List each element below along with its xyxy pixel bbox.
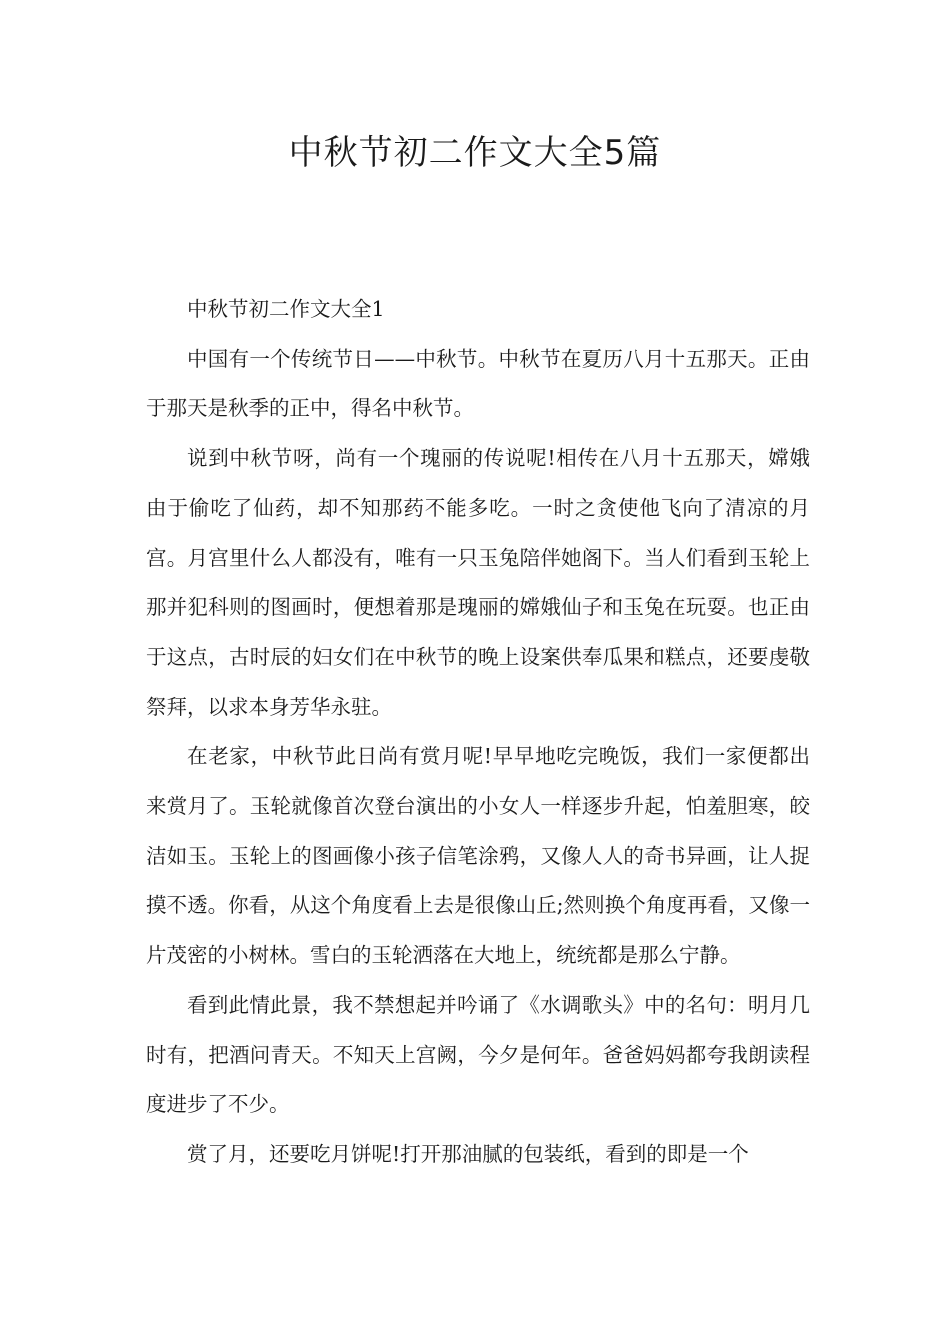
paragraph-1: 中国有一个传统节日——中秋节。中秋节在夏历八月十五那天。正由于那天是秋季的正中，得名中秋节。: [146, 346, 810, 421]
paragraph-3: 在老家，中秋节此日尚有赏月呢!早早地吃完晚饭，我们一家便都出来赏月了。玉轮就像首次登台演出的小女人一样逐步升起，怕羞胆寒，皎洁如玉。玉轮上的图画像小孩子信笔涂鸦，又像人人的奇书异画，让人捉摸不透。你看，从这个角度看上去是很像山丘;然则换个角度再看，又像一片茂密的小树林。雪白的玉轮洒落在大地上，统统都是那么宁静。: [146, 744, 810, 968]
paragraph-2: 说到中秋节呀，尚有一个瑰丽的传说呢!相传在八月十五那天，嫦娥由于偷吃了仙药，却不知那药不能多吃。一时之贪使他飞向了清凉的月宫。月宫里什么人都没有，唯有一只玉兔陪伴她阁下。当人们看到玉轮上那并犯科则的图画时，便想着那是瑰丽的嫦娥仙子和玉兔在玩耍。也正由于这点，古时辰的妇女们在中秋节的晚上设案供奉瓜果和糕点，还要虔敬祭拜，以求本身芳华永驻。: [146, 446, 810, 719]
section-heading: 中秋节初二作文大全1: [187, 297, 385, 321]
document-title: 中秋节初二作文大全5篇: [288, 133, 662, 173]
paragraph-4: 看到此情此景，我不禁想起并吟诵了《水调歌头》中的名句：明月几时有，把酒问青天。不知天上宫阙，今夕是何年。爸爸妈妈都夸我朗读程度进步了不少。: [146, 992, 810, 1117]
document-body: [146, 285, 810, 1180]
paragraph-5: 赏了月，还要吃月饼呢!打开那油腻的包装纸，看到的即是一个: [187, 1141, 749, 1166]
